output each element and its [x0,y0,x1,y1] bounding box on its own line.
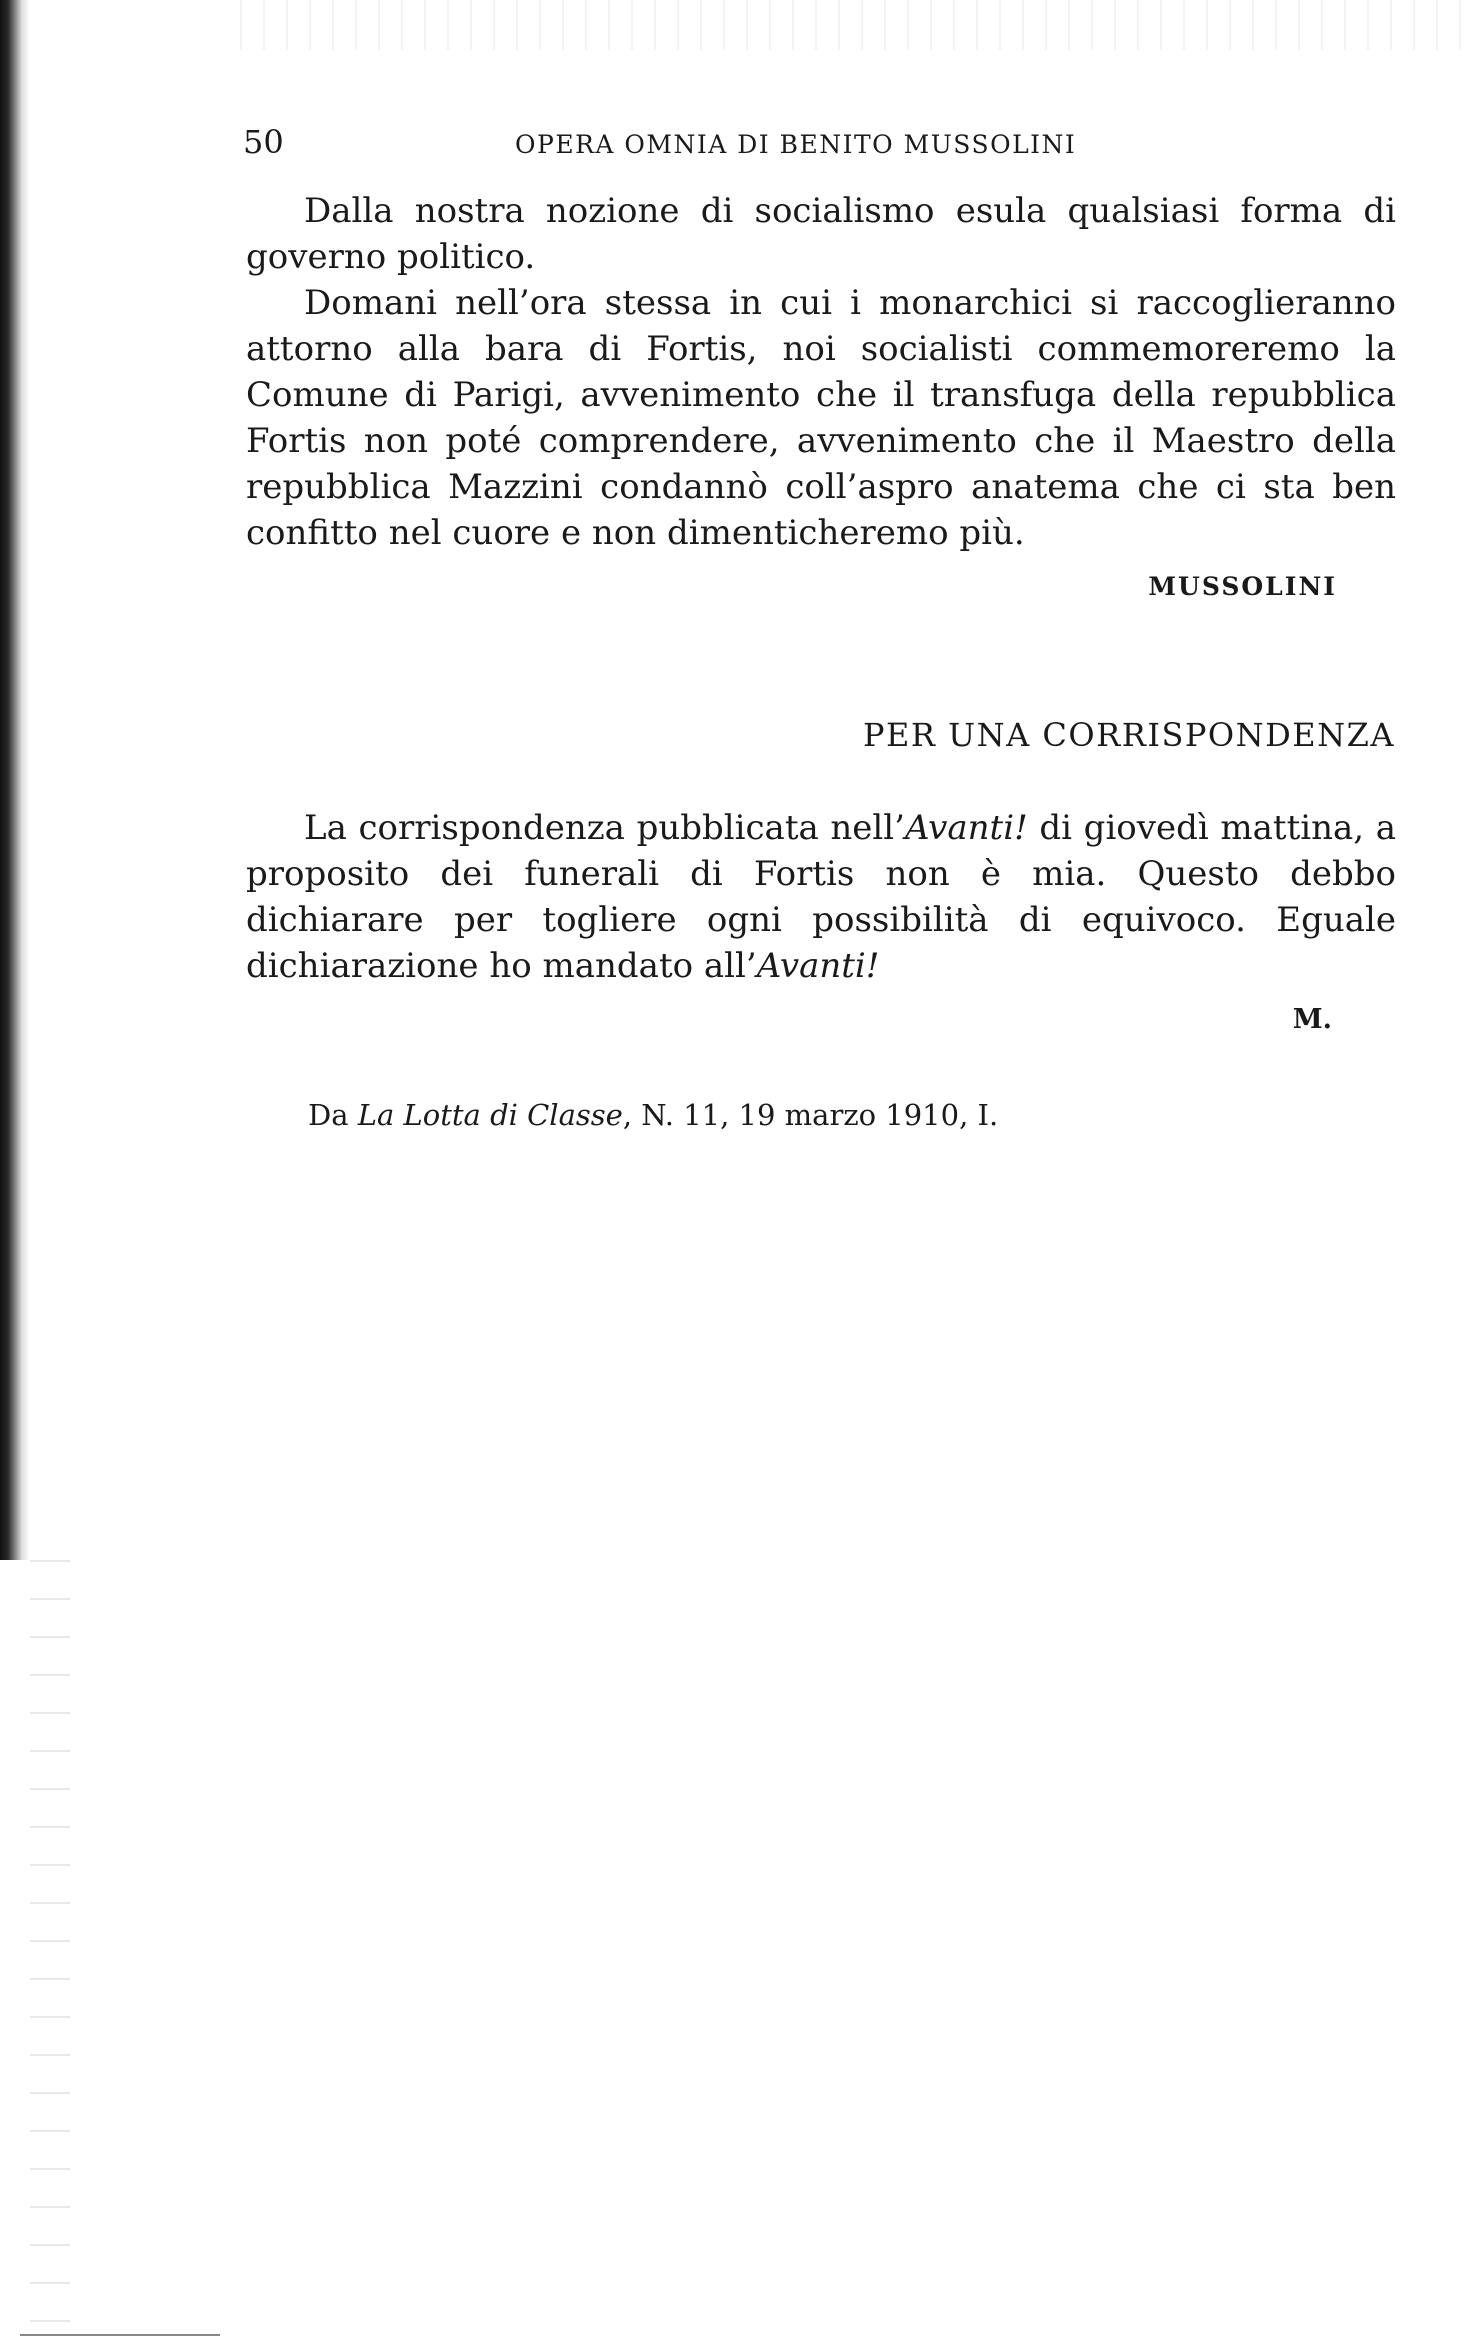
article1-signature: MUSSOLINI [1148,572,1337,601]
source-publication: La Lotta di Classe [357,1098,623,1132]
article2-title: PER UNA CORRISPONDENZA [863,716,1395,754]
newspaper-name-1: Avanti! [904,808,1028,848]
article2-text-part1: La corrispondenza pubblicata nell’ [304,808,905,848]
source-citation [308,1096,998,1134]
page-number: 50 [243,123,284,161]
scan-top-noise [240,0,1470,50]
article2-signature: M. [1292,1004,1332,1035]
newspaper-name-2: Avanti! [756,946,880,986]
article2-paragraph [246,805,1396,989]
scan-bottom-rule [20,2334,220,2336]
article2-text-part2: di giovedì mattina, a proposito dei funerali di Fortis non è mia. Questo debbo dichiarare per togliere ogni possibilità di equivoco. Eguale dichiarazione ho mandato all’ [246,808,1396,986]
scan-binding-edge [0,0,30,1560]
article1-paragraph-1: Dalla nostra nozione di socialismo esula qualsiasi forma di governo politico. [246,191,1396,277]
article1-paragraph-2: Domani nell’ora stessa in cui i monarchici si raccoglieranno attorno alla bara di Fortis, noi socialisti commemoreremo la Comune di Parigi, avvenimento che il transfuga della repubblica Fortis non poté comprendere, avvenimento che il Maestro della repubblica Mazzini condannò coll’aspro anatema che ci sta ben confitto nel cuore e non dimenticheremo più. [246,283,1396,553]
source-details: , N. 11, 19 marzo 1910, I. [622,1098,999,1132]
running-title: OPERA OMNIA DI BENITO MUSSOLINI [515,130,1077,159]
source-prefix: Da [308,1098,358,1132]
scan-speckle [30,1560,70,2340]
